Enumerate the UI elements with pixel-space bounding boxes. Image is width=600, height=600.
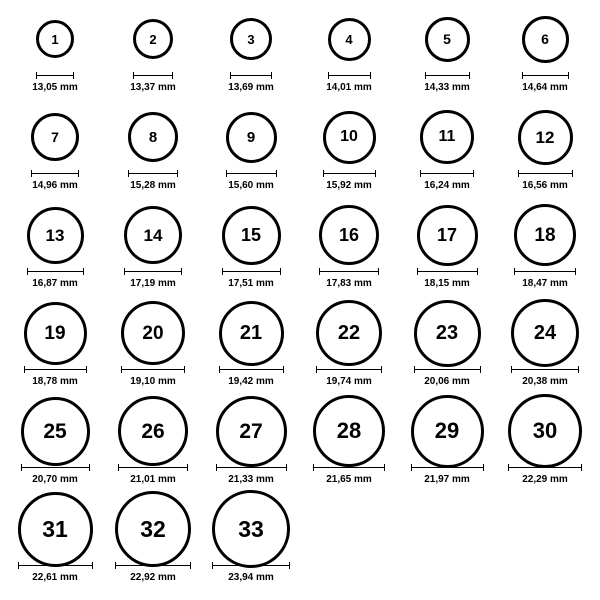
diameter-measure-bar	[36, 70, 74, 80]
diameter-value: 19,42 mm	[228, 376, 274, 387]
ring-size-item	[300, 302, 398, 387]
measure-line	[124, 268, 182, 275]
ring-row	[6, 106, 594, 204]
ring-row	[6, 400, 594, 498]
diameter-measure-bar	[511, 364, 579, 374]
measure-line	[18, 562, 93, 569]
ring-circle-icon	[230, 18, 272, 60]
diameter-value: 13,37 mm	[130, 82, 176, 93]
ring-circle-icon	[219, 301, 284, 366]
ring-size-item	[398, 204, 496, 289]
measure-line	[212, 562, 290, 569]
diameter-value: 16,56 mm	[522, 180, 568, 191]
diameter-measure-bar	[313, 462, 385, 472]
ring-size-label: 14	[143, 225, 163, 245]
diameter-value: 21,01 mm	[130, 474, 176, 485]
measure-line	[511, 366, 579, 373]
diameter-measure-bar	[411, 462, 484, 472]
measure-line	[222, 268, 281, 275]
diameter-measure-bar	[24, 364, 87, 374]
ring-size-label: 13	[45, 225, 65, 245]
ring-size-item	[202, 204, 300, 289]
diameter-value: 16,87 mm	[32, 278, 78, 289]
diameter-value: 15,28 mm	[130, 180, 176, 191]
diameter-measure-bar	[128, 168, 178, 178]
ring-size-label: 26	[141, 419, 165, 443]
ring-size-label: 17	[436, 225, 458, 245]
measure-line	[414, 366, 481, 373]
ring-circle-icon	[18, 492, 93, 567]
diameter-measure-bar	[323, 168, 376, 178]
diameter-measure-bar	[414, 364, 481, 374]
ring-size-label: 19	[44, 322, 66, 344]
ring-size-label: 24	[533, 322, 557, 344]
ring-size-item	[202, 498, 300, 583]
diameter-measure-bar	[328, 70, 371, 80]
ring-circle-icon	[319, 205, 379, 265]
diameter-value: 17,51 mm	[228, 278, 274, 289]
ring-size-item	[496, 106, 594, 191]
ring-size-label: 25	[43, 419, 67, 443]
diameter-measure-bar	[522, 70, 569, 80]
diameter-measure-bar	[222, 266, 281, 276]
diameter-value: 14,96 mm	[32, 180, 78, 191]
ring-circle-icon	[313, 395, 385, 467]
diameter-measure-bar	[118, 462, 188, 472]
ring-size-label: 31	[42, 515, 68, 542]
ring-circle-icon	[323, 111, 376, 164]
ring-circle-wrap	[24, 302, 87, 364]
ring-size-item	[300, 204, 398, 289]
ring-circle-wrap	[219, 302, 284, 364]
ring-circle-icon	[511, 299, 579, 367]
diameter-value: 21,97 mm	[424, 474, 470, 485]
diameter-value: 23,94 mm	[228, 572, 274, 583]
diameter-value: 17,19 mm	[130, 278, 176, 289]
diameter-measure-bar	[212, 560, 290, 570]
measure-line	[316, 366, 382, 373]
ring-size-label: 33	[238, 515, 264, 542]
ring-size-label: 9	[246, 128, 256, 146]
measure-line	[115, 562, 191, 569]
diameter-value: 15,92 mm	[326, 180, 372, 191]
measure-line	[514, 268, 576, 275]
ring-size-item	[202, 8, 300, 93]
ring-size-item	[398, 302, 496, 387]
ring-circle-icon	[27, 207, 84, 264]
ring-row	[6, 204, 594, 302]
ring-circle-wrap	[36, 8, 74, 70]
diameter-value: 19,74 mm	[326, 376, 372, 387]
diameter-measure-bar	[121, 364, 185, 374]
ring-size-label: 2	[149, 31, 157, 47]
measure-line	[121, 366, 185, 373]
diameter-value: 14,64 mm	[522, 82, 568, 93]
diameter-measure-bar	[316, 364, 382, 374]
ring-circle-icon	[414, 300, 481, 367]
ring-size-item	[300, 400, 398, 485]
ring-circle-wrap	[508, 400, 582, 462]
ring-size-item	[104, 498, 202, 583]
ring-circle-wrap	[133, 8, 173, 70]
ring-circle-icon	[411, 395, 484, 468]
ring-circle-icon	[31, 113, 79, 161]
ring-circle-wrap	[18, 498, 93, 560]
ring-circle-wrap	[319, 204, 379, 266]
measure-line	[219, 366, 284, 373]
diameter-measure-bar	[319, 266, 379, 276]
ring-size-item	[300, 8, 398, 93]
ring-size-item	[6, 106, 104, 191]
measure-line	[230, 72, 272, 79]
ring-size-item	[6, 400, 104, 485]
measure-line	[508, 464, 582, 471]
ring-circle-icon	[216, 396, 287, 467]
ring-circle-icon	[212, 490, 290, 568]
measure-line	[425, 72, 470, 79]
diameter-value: 21,65 mm	[326, 474, 372, 485]
diameter-measure-bar	[124, 266, 182, 276]
measure-line	[411, 464, 484, 471]
ring-circle-icon	[522, 16, 569, 63]
ring-circle-wrap	[518, 106, 573, 168]
ring-circle-wrap	[222, 204, 281, 266]
ring-size-item	[496, 204, 594, 289]
diameter-value: 20,06 mm	[424, 376, 470, 387]
measure-line	[118, 464, 188, 471]
ring-size-label: 21	[239, 322, 263, 344]
ring-circle-icon	[121, 301, 185, 365]
ring-circle-wrap	[313, 400, 385, 462]
ring-circle-icon	[36, 20, 74, 58]
diameter-measure-bar	[420, 168, 474, 178]
ring-size-label: 16	[338, 225, 360, 245]
ring-size-label: 7	[51, 129, 59, 145]
ring-circle-wrap	[328, 8, 371, 70]
ring-size-item	[104, 106, 202, 191]
ring-circle-wrap	[226, 106, 277, 168]
ring-size-item	[104, 204, 202, 289]
diameter-value: 22,92 mm	[130, 572, 176, 583]
measure-line	[226, 170, 277, 177]
diameter-measure-bar	[115, 560, 191, 570]
ring-circle-wrap	[411, 400, 484, 462]
ring-circle-icon	[226, 112, 277, 163]
ring-size-item	[398, 106, 496, 191]
ring-size-label: 32	[140, 515, 166, 542]
ring-size-label: 22	[337, 322, 361, 344]
ring-circle-icon	[118, 396, 188, 466]
ring-size-item	[104, 8, 202, 93]
diameter-value: 16,24 mm	[424, 180, 470, 191]
ring-circle-wrap	[124, 204, 182, 266]
ring-size-label: 11	[438, 128, 456, 145]
ring-size-item	[202, 106, 300, 191]
diameter-measure-bar	[518, 168, 573, 178]
diameter-measure-bar	[216, 462, 287, 472]
diameter-value: 19,10 mm	[130, 376, 176, 387]
ring-circle-wrap	[216, 400, 287, 462]
measure-line	[323, 170, 376, 177]
ring-size-label: 4	[345, 31, 353, 47]
measure-line	[31, 170, 79, 177]
ring-size-label: 27	[239, 419, 263, 443]
measure-line	[216, 464, 287, 471]
diameter-value: 20,70 mm	[32, 474, 78, 485]
diameter-measure-bar	[18, 560, 93, 570]
measure-line	[128, 170, 178, 177]
ring-size-label: 3	[247, 31, 255, 47]
ring-circle-wrap	[31, 106, 79, 168]
ring-size-label: 1	[51, 31, 59, 47]
measure-line	[417, 268, 478, 275]
ring-row	[6, 302, 594, 400]
ring-circle-wrap	[21, 400, 90, 462]
measure-line	[36, 72, 74, 79]
ring-size-label: 12	[535, 127, 555, 147]
measure-line	[27, 268, 84, 275]
ring-circle-wrap	[27, 204, 84, 266]
ring-row	[6, 8, 594, 106]
ring-size-item	[496, 302, 594, 387]
ring-circle-icon	[420, 110, 474, 164]
ring-circle-icon	[24, 302, 87, 365]
diameter-measure-bar	[425, 70, 470, 80]
ring-size-label: 23	[435, 322, 459, 344]
ring-size-item	[300, 106, 398, 191]
measure-line	[313, 464, 385, 471]
ring-size-label: 10	[340, 128, 358, 145]
diameter-value: 18,15 mm	[424, 278, 470, 289]
ring-circle-icon	[128, 112, 178, 162]
diameter-value: 13,05 mm	[32, 82, 78, 93]
ring-circle-icon	[508, 394, 582, 468]
diameter-measure-bar	[417, 266, 478, 276]
ring-circle-wrap	[425, 8, 470, 70]
measure-line	[319, 268, 379, 275]
diameter-value: 18,47 mm	[522, 278, 568, 289]
ring-circle-icon	[21, 397, 90, 466]
ring-circle-wrap	[511, 302, 579, 364]
ring-row	[6, 498, 594, 596]
ring-size-item	[6, 204, 104, 289]
diameter-value: 18,78 mm	[32, 376, 78, 387]
ring-size-label: 30	[532, 418, 558, 443]
ring-size-label: 15	[240, 225, 262, 245]
ring-size-item	[6, 8, 104, 93]
diameter-measure-bar	[514, 266, 576, 276]
ring-circle-wrap	[522, 8, 569, 70]
diameter-measure-bar	[230, 70, 272, 80]
ring-size-item	[6, 302, 104, 387]
ring-size-item	[398, 8, 496, 93]
ring-circle-icon	[518, 110, 573, 165]
diameter-value: 17,83 mm	[326, 278, 372, 289]
ring-size-item	[104, 400, 202, 485]
ring-size-item	[6, 498, 104, 583]
ring-circle-wrap	[121, 302, 185, 364]
ring-circle-icon	[316, 300, 382, 366]
ring-size-label: 5	[443, 31, 451, 47]
diameter-measure-bar	[226, 168, 277, 178]
diameter-value: 14,33 mm	[424, 82, 470, 93]
ring-size-item	[496, 8, 594, 93]
ring-size-item	[104, 302, 202, 387]
ring-circle-icon	[133, 19, 173, 59]
ring-circle-icon	[425, 17, 470, 62]
ring-circle-icon	[328, 18, 371, 61]
ring-circle-wrap	[118, 400, 188, 462]
diameter-value: 21,33 mm	[228, 474, 274, 485]
diameter-value: 22,61 mm	[32, 572, 78, 583]
measure-line	[133, 72, 173, 79]
measure-line	[522, 72, 569, 79]
ring-size-label: 6	[541, 31, 549, 47]
ring-size-label: 18	[534, 224, 556, 246]
diameter-measure-bar	[133, 70, 173, 80]
diameter-measure-bar	[219, 364, 284, 374]
diameter-value: 13,69 mm	[228, 82, 274, 93]
ring-circle-wrap	[417, 204, 478, 266]
ring-circle-icon	[124, 206, 182, 264]
ring-circle-wrap	[230, 8, 272, 70]
ring-size-label: 20	[142, 322, 164, 344]
diameter-measure-bar	[31, 168, 79, 178]
ring-circle-wrap	[316, 302, 382, 364]
ring-size-label: 28	[336, 418, 362, 443]
ring-circle-icon	[514, 204, 576, 266]
diameter-value: 22,29 mm	[522, 474, 568, 485]
ring-circle-wrap	[115, 498, 191, 560]
ring-circle-wrap	[420, 106, 474, 168]
diameter-measure-bar	[508, 462, 582, 472]
ring-circle-icon	[417, 205, 478, 266]
ring-circle-wrap	[414, 302, 481, 364]
diameter-measure-bar	[21, 462, 90, 472]
ring-circle-wrap	[212, 498, 290, 560]
measure-line	[21, 464, 90, 471]
ring-size-item	[202, 302, 300, 387]
measure-line	[24, 366, 87, 373]
ring-circle-wrap	[323, 106, 376, 168]
diameter-value: 15,60 mm	[228, 180, 274, 191]
measure-line	[518, 170, 573, 177]
ring-circle-icon	[115, 491, 191, 567]
ring-circle-icon	[222, 206, 281, 265]
ring-size-item	[398, 400, 496, 485]
ring-circle-wrap	[128, 106, 178, 168]
ring-circle-wrap	[514, 204, 576, 266]
measure-line	[420, 170, 474, 177]
ring-size-item	[496, 400, 594, 485]
diameter-value: 14,01 mm	[326, 82, 372, 93]
ring-size-label: 8	[148, 128, 158, 146]
ring-size-item	[202, 400, 300, 485]
measure-line	[328, 72, 371, 79]
ring-size-label: 29	[434, 418, 460, 443]
diameter-value: 20,38 mm	[522, 376, 568, 387]
diameter-measure-bar	[27, 266, 84, 276]
